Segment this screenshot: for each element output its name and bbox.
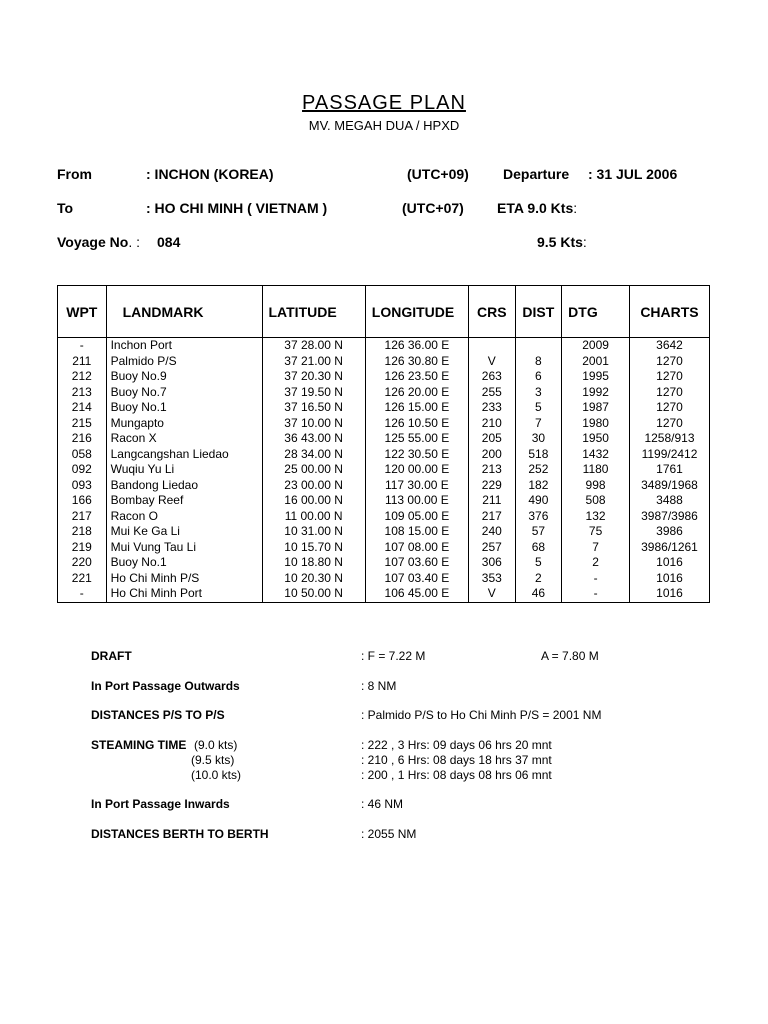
cell-dist: 2 bbox=[515, 571, 562, 587]
table-row bbox=[58, 509, 710, 525]
cell-charts: 3488 bbox=[629, 493, 709, 509]
cell-latitude: 10 20.30 N bbox=[262, 571, 365, 587]
cell-latitude: 25 00.00 N bbox=[262, 462, 365, 478]
steaming-speed-3: (10.0 kts) bbox=[191, 768, 242, 782]
waypoint-table-body bbox=[58, 338, 710, 603]
cell-charts: 1270 bbox=[629, 369, 709, 385]
cell-crs: V bbox=[469, 354, 516, 370]
cell-crs: 255 bbox=[469, 385, 516, 401]
draft-aft-value: A = 7.80 M bbox=[541, 649, 599, 663]
voyage-sep: . : bbox=[128, 234, 140, 250]
cell-dtg: 1980 bbox=[562, 416, 630, 432]
berth-label: DISTANCES BERTH TO BERTH bbox=[91, 827, 269, 841]
cell-dtg: 132 bbox=[562, 509, 630, 525]
cell-dtg: 1995 bbox=[562, 369, 630, 385]
cell-dtg: 998 bbox=[562, 478, 630, 494]
cell-latitude: 37 28.00 N bbox=[262, 338, 365, 354]
cell-crs: 210 bbox=[469, 416, 516, 432]
cell-wpt: 093 bbox=[58, 478, 107, 494]
cell-dist: 46 bbox=[515, 586, 562, 602]
cell-landmark: Langcangshan Liedao bbox=[106, 447, 262, 463]
table-row bbox=[58, 493, 710, 509]
cell-dist: 5 bbox=[515, 400, 562, 416]
table-row bbox=[58, 338, 710, 354]
cell-crs: 211 bbox=[469, 493, 516, 509]
cell-longitude: 107 03.60 E bbox=[365, 555, 468, 571]
cell-charts: 3642 bbox=[629, 338, 709, 354]
cell-longitude: 126 36.00 E bbox=[365, 338, 468, 354]
cell-landmark: Palmido P/S bbox=[106, 354, 262, 370]
cell-landmark: Bombay Reef bbox=[106, 493, 262, 509]
col-header-latitude: LATITUDE bbox=[262, 286, 365, 338]
cell-dtg: 75 bbox=[562, 524, 630, 540]
cell-charts: 3986/1261 bbox=[629, 540, 709, 556]
cell-wpt: 214 bbox=[58, 400, 107, 416]
cell-dist bbox=[515, 338, 562, 354]
cell-latitude: 16 00.00 N bbox=[262, 493, 365, 509]
cell-longitude: 125 55.00 E bbox=[365, 431, 468, 447]
cell-longitude: 113 00.00 E bbox=[365, 493, 468, 509]
cell-landmark: Inchon Port bbox=[106, 338, 262, 354]
cell-dtg: - bbox=[562, 571, 630, 587]
eta-label bbox=[497, 200, 577, 216]
cell-wpt: 092 bbox=[58, 462, 107, 478]
from-utc: (UTC+09) bbox=[407, 166, 469, 182]
cell-wpt: 058 bbox=[58, 447, 107, 463]
cell-dtg: 1432 bbox=[562, 447, 630, 463]
distances-value: : Palmido P/S to Ho Chi Minh P/S = 2001 NM bbox=[361, 708, 602, 722]
cell-latitude: 37 19.50 N bbox=[262, 385, 365, 401]
cell-dtg: - bbox=[562, 586, 630, 602]
table-row bbox=[58, 416, 710, 432]
cell-charts: 1270 bbox=[629, 354, 709, 370]
draft-label: DRAFT bbox=[91, 649, 132, 663]
cell-landmark: Buoy No.1 bbox=[106, 400, 262, 416]
table-row bbox=[58, 524, 710, 540]
cell-dist: 68 bbox=[515, 540, 562, 556]
table-row bbox=[58, 447, 710, 463]
distances-label: DISTANCES P/S TO P/S bbox=[91, 708, 225, 722]
from-value: : INCHON (KOREA) bbox=[146, 166, 274, 182]
cell-wpt: 215 bbox=[58, 416, 107, 432]
cell-latitude: 23 00.00 N bbox=[262, 478, 365, 494]
steaming-value-1: : 222 , 3 Hrs: 09 days 06 hrs 20 mnt bbox=[361, 738, 552, 752]
col-header-crs: CRS bbox=[469, 286, 516, 338]
cell-dtg: 2 bbox=[562, 555, 630, 571]
cell-dist: 7 bbox=[515, 416, 562, 432]
cell-wpt: 216 bbox=[58, 431, 107, 447]
voyage-value: 084 bbox=[157, 234, 181, 250]
cell-crs: 257 bbox=[469, 540, 516, 556]
cell-landmark: Wuqiu Yu Li bbox=[106, 462, 262, 478]
cell-crs bbox=[469, 338, 516, 354]
inwards-label: In Port Passage Inwards bbox=[91, 797, 230, 811]
steaming-value-2: : 210 , 6 Hrs: 08 days 18 hrs 37 mnt bbox=[361, 753, 552, 767]
cell-dist: 6 bbox=[515, 369, 562, 385]
cell-longitude: 108 15.00 E bbox=[365, 524, 468, 540]
cell-dist: 490 bbox=[515, 493, 562, 509]
cell-crs: 353 bbox=[469, 571, 516, 587]
table-row bbox=[58, 555, 710, 571]
cell-dtg: 1987 bbox=[562, 400, 630, 416]
berth-value: : 2055 NM bbox=[361, 827, 417, 841]
cell-wpt: 217 bbox=[58, 509, 107, 525]
steaming-value-3: : 200 , 1 Hrs: 08 days 08 hrs 06 mnt bbox=[361, 768, 552, 782]
cell-landmark: Ho Chi Minh Port bbox=[106, 586, 262, 602]
cell-charts: 1016 bbox=[629, 586, 709, 602]
cell-dtg: 1950 bbox=[562, 431, 630, 447]
cell-latitude: 10 50.00 N bbox=[262, 586, 365, 602]
cell-longitude: 126 30.80 E bbox=[365, 354, 468, 370]
cell-charts: 1270 bbox=[629, 385, 709, 401]
cell-longitude: 109 05.00 E bbox=[365, 509, 468, 525]
eta-label-text: ETA 9.0 Kts bbox=[497, 200, 574, 216]
draft-fwd-value: : F = 7.22 M bbox=[361, 649, 426, 663]
waypoint-table bbox=[57, 285, 710, 603]
cell-dist: 518 bbox=[515, 447, 562, 463]
cell-crs: 229 bbox=[469, 478, 516, 494]
cell-latitude: 10 18.80 N bbox=[262, 555, 365, 571]
cell-longitude: 126 15.00 E bbox=[365, 400, 468, 416]
cell-charts: 1258/913 bbox=[629, 431, 709, 447]
cell-crs: 213 bbox=[469, 462, 516, 478]
table-row bbox=[58, 540, 710, 556]
cell-wpt: 221 bbox=[58, 571, 107, 587]
cell-crs: 306 bbox=[469, 555, 516, 571]
eta2-label bbox=[537, 234, 587, 250]
cell-latitude: 11 00.00 N bbox=[262, 509, 365, 525]
cell-crs: 263 bbox=[469, 369, 516, 385]
steaming-speed-2: (9.5 kts) bbox=[191, 753, 235, 767]
cell-wpt: 212 bbox=[58, 369, 107, 385]
outwards-label: In Port Passage Outwards bbox=[91, 679, 240, 693]
cell-landmark: Mui Vung Tau Li bbox=[106, 540, 262, 556]
cell-landmark: Mungapto bbox=[106, 416, 262, 432]
cell-charts: 3987/3986 bbox=[629, 509, 709, 525]
col-header-dist: DIST bbox=[515, 286, 562, 338]
cell-wpt: 218 bbox=[58, 524, 107, 540]
cell-dist: 5 bbox=[515, 555, 562, 571]
cell-wpt: - bbox=[58, 338, 107, 354]
cell-charts: 3986 bbox=[629, 524, 709, 540]
cell-charts: 1016 bbox=[629, 555, 709, 571]
cell-dist: 252 bbox=[515, 462, 562, 478]
col-header-landmark: LANDMARK bbox=[106, 286, 262, 338]
cell-latitude: 10 31.00 N bbox=[262, 524, 365, 540]
cell-crs: 240 bbox=[469, 524, 516, 540]
to-utc: (UTC+07) bbox=[402, 200, 464, 216]
voyage-label bbox=[57, 234, 140, 250]
cell-landmark: Racon O bbox=[106, 509, 262, 525]
cell-dist: 57 bbox=[515, 524, 562, 540]
table-row bbox=[58, 478, 710, 494]
cell-wpt: 219 bbox=[58, 540, 107, 556]
cell-dist: 30 bbox=[515, 431, 562, 447]
inwards-value: : 46 NM bbox=[361, 797, 404, 811]
cell-charts: 1761 bbox=[629, 462, 709, 478]
cell-dist: 182 bbox=[515, 478, 562, 494]
vessel-subtitle: MV. MEGAH DUA / HPXD bbox=[308, 118, 460, 133]
cell-dtg: 2001 bbox=[562, 354, 630, 370]
cell-landmark: Buoy No.9 bbox=[106, 369, 262, 385]
cell-longitude: 126 20.00 E bbox=[365, 385, 468, 401]
cell-latitude: 36 43.00 N bbox=[262, 431, 365, 447]
cell-latitude: 37 16.50 N bbox=[262, 400, 365, 416]
cell-dist: 3 bbox=[515, 385, 562, 401]
cell-longitude: 126 23.50 E bbox=[365, 369, 468, 385]
cell-wpt: 213 bbox=[58, 385, 107, 401]
eta-colon: : bbox=[573, 200, 578, 216]
cell-charts: 1016 bbox=[629, 571, 709, 587]
cell-latitude: 28 34.00 N bbox=[262, 447, 365, 463]
cell-landmark: Buoy No.7 bbox=[106, 385, 262, 401]
from-label: From bbox=[57, 166, 92, 182]
cell-latitude: 37 10.00 N bbox=[262, 416, 365, 432]
col-header-wpt: WPT bbox=[58, 286, 107, 338]
table-row bbox=[58, 369, 710, 385]
cell-longitude: 107 08.00 E bbox=[365, 540, 468, 556]
to-label: To bbox=[57, 200, 74, 216]
cell-crs: 217 bbox=[469, 509, 516, 525]
document-title: PASSAGE PLAN bbox=[302, 92, 466, 114]
cell-wpt: 220 bbox=[58, 555, 107, 571]
table-row bbox=[58, 431, 710, 447]
cell-charts: 3489/1968 bbox=[629, 478, 709, 494]
table-row bbox=[58, 354, 710, 370]
cell-longitude: 120 00.00 E bbox=[365, 462, 468, 478]
voyage-label-text: Voyage No bbox=[57, 234, 129, 250]
table-row bbox=[58, 586, 710, 602]
cell-charts: 1199/2412 bbox=[629, 447, 709, 463]
cell-longitude: 126 10.50 E bbox=[365, 416, 468, 432]
cell-crs: 233 bbox=[469, 400, 516, 416]
departure-value: : 31 JUL 2006 bbox=[588, 166, 678, 182]
col-header-dtg: DTG bbox=[562, 286, 630, 338]
cell-latitude: 37 20.30 N bbox=[262, 369, 365, 385]
cell-dtg: 508 bbox=[562, 493, 630, 509]
cell-dist: 8 bbox=[515, 354, 562, 370]
cell-longitude: 117 30.00 E bbox=[365, 478, 468, 494]
cell-crs: 200 bbox=[469, 447, 516, 463]
table-header-row bbox=[58, 286, 710, 338]
table-row bbox=[58, 571, 710, 587]
col-header-charts: CHARTS bbox=[629, 286, 709, 338]
cell-landmark: Mui Ke Ga Li bbox=[106, 524, 262, 540]
cell-landmark: Racon X bbox=[106, 431, 262, 447]
cell-charts: 1270 bbox=[629, 416, 709, 432]
cell-latitude: 37 21.00 N bbox=[262, 354, 365, 370]
cell-longitude: 107 03.40 E bbox=[365, 571, 468, 587]
cell-wpt: 211 bbox=[58, 354, 107, 370]
eta2-label-text: 9.5 Kts bbox=[537, 234, 583, 250]
to-value: : HO CHI MINH ( VIETNAM ) bbox=[146, 200, 328, 216]
cell-dist: 376 bbox=[515, 509, 562, 525]
cell-longitude: 106 45.00 E bbox=[365, 586, 468, 602]
cell-dtg: 1180 bbox=[562, 462, 630, 478]
cell-dtg: 2009 bbox=[562, 338, 630, 354]
cell-crs: 205 bbox=[469, 431, 516, 447]
steaming-speed-1: (9.0 kts) bbox=[194, 738, 238, 752]
cell-wpt: - bbox=[58, 586, 107, 602]
cell-landmark: Buoy No.1 bbox=[106, 555, 262, 571]
col-header-longitude: LONGITUDE bbox=[365, 286, 468, 338]
outwards-value: : 8 NM bbox=[361, 679, 397, 693]
eta2-colon: : bbox=[582, 234, 587, 250]
departure-label: Departure bbox=[503, 166, 570, 182]
cell-crs: V bbox=[469, 586, 516, 602]
cell-latitude: 10 15.70 N bbox=[262, 540, 365, 556]
cell-dtg: 1992 bbox=[562, 385, 630, 401]
cell-dtg: 7 bbox=[562, 540, 630, 556]
cell-charts: 1270 bbox=[629, 400, 709, 416]
table-row bbox=[58, 462, 710, 478]
cell-wpt: 166 bbox=[58, 493, 107, 509]
cell-landmark: Ho Chi Minh P/S bbox=[106, 571, 262, 587]
table-row bbox=[58, 385, 710, 401]
steaming-label: STEAMING TIME bbox=[91, 738, 187, 752]
cell-landmark: Bandong Liedao bbox=[106, 478, 262, 494]
cell-longitude: 122 30.50 E bbox=[365, 447, 468, 463]
table-row bbox=[58, 400, 710, 416]
